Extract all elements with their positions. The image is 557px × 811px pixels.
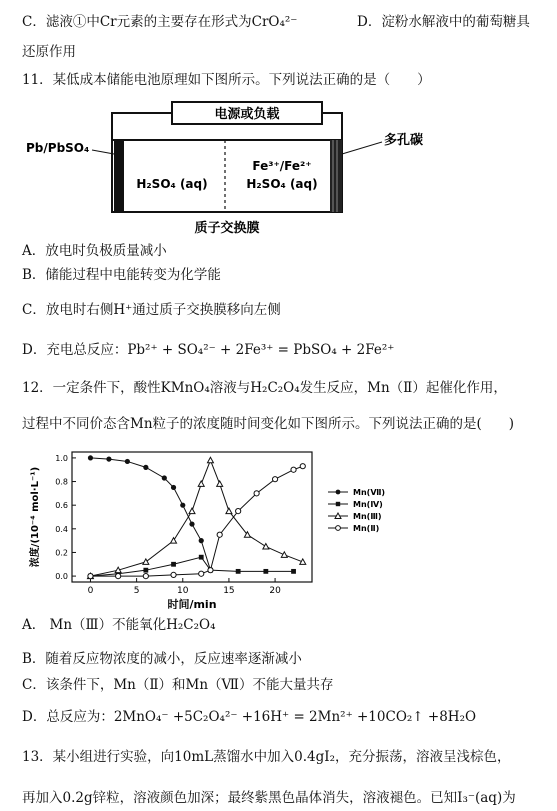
battery-diagram <box>22 92 442 246</box>
data-point <box>217 481 223 487</box>
q12-option-c: C．该条件下，Mn（Ⅱ）和Mn（Ⅶ）不能大量共存 <box>22 677 334 693</box>
q11-option-c: C．放电时右侧H⁺通过质子交换膜移向左侧 <box>22 302 281 318</box>
data-point <box>199 571 204 576</box>
data-point <box>143 573 148 578</box>
q11-option-d: D．充电总反应：Pb²⁺ + SO₄²⁻ + 2Fe³⁺ = PbSO₄ + 2Fe²⁺ <box>22 342 395 358</box>
y-tick-label: 0.8 <box>55 477 68 487</box>
data-point <box>217 532 222 537</box>
q13-stem-cont: 再加入0.2g锌粒，溶液颜色加深；最终紫黑色晶体消失，溶液褪色。已知I₃⁻(aq)为 <box>22 790 516 806</box>
data-point <box>143 465 148 470</box>
data-point <box>171 562 176 567</box>
data-point <box>180 503 185 508</box>
legend-label: Mn(Ⅲ) <box>353 512 382 521</box>
y-tick-label: 0.0 <box>55 572 68 582</box>
left-solution-label: H₂SO₄ (aq) <box>136 177 208 191</box>
q11-option-b: B．储能过程中电能转变为化学能 <box>22 267 221 283</box>
data-point <box>143 568 148 573</box>
y-tick-label: 0.4 <box>55 524 68 534</box>
q13-stem: 13．某小组进行实验，向10mL蒸馏水中加入0.4gI₂，充分振荡，溶液呈浅棕色， <box>22 749 511 765</box>
data-point <box>272 477 277 482</box>
option-d-prev-cont: 还原作用 <box>22 44 76 60</box>
q11-option-a: A．放电时负极质量减小 <box>22 243 167 259</box>
power-load-label: 电源或负载 <box>214 107 280 122</box>
q12-stem-cont: 过程中不同价态含Mn粒子的浓度随时间变化如下图所示。下列说法正确的是( ) <box>22 416 515 432</box>
x-axis-label: 时间/min <box>167 598 217 609</box>
legend-marker <box>336 526 341 531</box>
data-point <box>263 569 268 574</box>
data-point <box>291 467 296 472</box>
right-electrode-label: 多孔碳 <box>384 133 424 148</box>
x-tick-label: 10 <box>177 586 189 596</box>
data-point <box>88 455 93 460</box>
data-point <box>106 456 111 461</box>
data-point <box>236 569 241 574</box>
q12-option-d: D．总反应为：2MnO₄⁻ +5C₂O₄²⁻ +16H⁺ = 2Mn²⁺ +10CO₂↑ +8H₂O <box>22 709 477 725</box>
data-point <box>207 457 213 463</box>
series-line <box>90 557 293 576</box>
option-d-prev: D．淀粉水解液中的葡萄糖具 <box>357 14 530 30</box>
data-point <box>199 538 204 543</box>
y-tick-label: 1.0 <box>55 453 68 463</box>
legend-marker <box>336 490 341 495</box>
data-point <box>236 508 241 513</box>
q12-stem: 12．一定条件下，酸性KMnO₄溶液与H₂C₂O₄发生反应，Mn（Ⅱ）起催化作用， <box>22 380 507 396</box>
data-point <box>226 508 232 514</box>
data-point <box>198 481 204 487</box>
q12-option-a: A． Mn（Ⅲ）不能氧化H₂C₂O₄ <box>22 617 216 633</box>
data-point <box>171 572 176 577</box>
data-point <box>254 491 259 496</box>
series-line <box>90 466 302 576</box>
right-solution-label-1: Fe³⁺/Fe²⁺ <box>252 159 312 173</box>
legend-label: Mn(Ⅶ) <box>353 488 386 497</box>
data-point <box>291 569 296 574</box>
x-tick-label: 20 <box>269 586 281 596</box>
x-tick-label: 5 <box>133 586 140 596</box>
concentration-chart <box>28 444 448 613</box>
option-c-prev: C．滤液①中Cr元素的主要存在形式为CrO₄²⁻ <box>22 14 298 30</box>
data-point <box>162 475 167 480</box>
y-tick-label: 0.6 <box>55 501 68 511</box>
q11-stem: 11．某低成本储能电池原理如下图所示。下列说法正确的是（ ） <box>22 72 431 88</box>
q12-option-b: B．随着反应物浓度的减小，反应速率逐渐减小 <box>22 651 302 667</box>
data-point <box>263 544 269 550</box>
y-axis-label: 浓度/(10⁻⁴ mol·L⁻¹) <box>30 466 41 568</box>
right-electrode <box>330 140 342 212</box>
data-point <box>281 552 287 558</box>
x-tick-label: 15 <box>223 586 235 596</box>
left-electrode-label: Pb/PbSO₄ <box>26 141 90 155</box>
plot-frame <box>72 452 312 582</box>
data-point <box>88 573 93 578</box>
data-point <box>171 538 177 544</box>
data-point <box>116 573 121 578</box>
data-point <box>208 568 213 573</box>
data-point <box>300 559 306 565</box>
data-point <box>199 555 204 560</box>
right-solution-label-2: H₂SO₄ (aq) <box>246 177 318 191</box>
y-tick-label: 0.2 <box>55 548 68 558</box>
x-tick-label: 0 <box>87 586 94 596</box>
data-point <box>189 521 194 526</box>
legend-label: Mn(Ⅱ) <box>353 524 380 533</box>
data-point <box>125 459 130 464</box>
data-point <box>300 464 305 469</box>
data-point <box>189 508 195 514</box>
data-point <box>171 485 176 490</box>
left-electrode <box>114 140 124 212</box>
legend-marker <box>336 502 340 506</box>
membrane-label: 质子交换膜 <box>194 221 260 236</box>
legend-label: Mn(Ⅳ) <box>353 500 383 509</box>
